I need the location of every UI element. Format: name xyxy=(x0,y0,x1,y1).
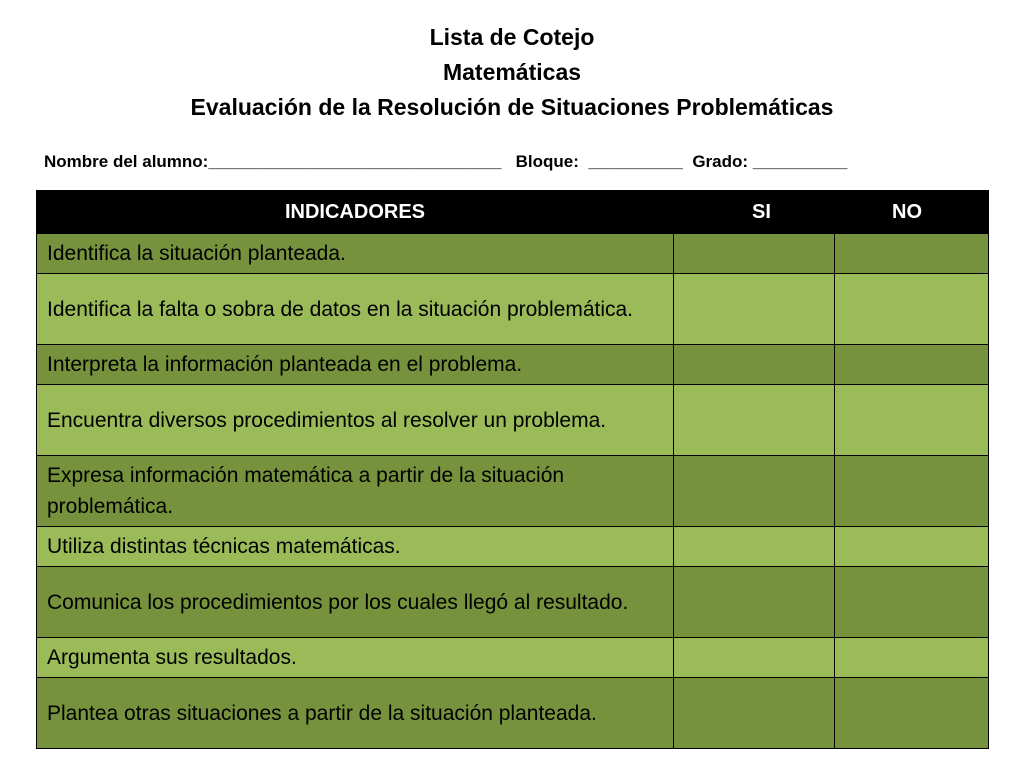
yes-cell[interactable] xyxy=(674,274,835,345)
yes-cell[interactable] xyxy=(674,638,835,678)
yes-cell[interactable] xyxy=(674,385,835,456)
table-row xyxy=(37,678,989,749)
indicator-cell: Encuentra diversos procedimientos al resolver un problema. xyxy=(37,385,674,456)
table-row xyxy=(37,234,989,274)
yes-cell[interactable] xyxy=(674,678,835,749)
column-header-yes: SI xyxy=(674,191,835,234)
yes-cell[interactable] xyxy=(674,456,835,527)
table-row xyxy=(37,567,989,638)
indicator-cell: Expresa información matemática a partir de la situación problemática. xyxy=(37,456,674,527)
checklist-table xyxy=(36,190,989,749)
indicator-cell: Utiliza distintas técnicas matemáticas. xyxy=(37,527,674,567)
no-cell[interactable] xyxy=(835,567,989,638)
document-heading xyxy=(0,20,1024,125)
no-cell[interactable] xyxy=(835,234,989,274)
column-header-indicators: INDICADORES xyxy=(37,191,674,234)
document-subtitle: Evaluación de la Resolución de Situaciones Problemáticas xyxy=(190,94,834,120)
table-row xyxy=(37,274,989,345)
document-title: Lista de Cotejo xyxy=(429,24,595,50)
indicator-cell: Plantea otras situaciones a partir de la situación planteada. xyxy=(37,678,674,749)
no-cell[interactable] xyxy=(835,527,989,567)
indicator-cell: Identifica la situación planteada. xyxy=(37,234,674,274)
no-cell[interactable] xyxy=(835,385,989,456)
table-row xyxy=(37,456,989,527)
table-row xyxy=(37,638,989,678)
yes-cell[interactable] xyxy=(674,527,835,567)
indicator-cell: Identifica la falta o sobra de datos en la situación problemática. xyxy=(37,274,674,345)
indicator-cell: Argumenta sus resultados. xyxy=(37,638,674,678)
no-cell[interactable] xyxy=(835,274,989,345)
no-cell[interactable] xyxy=(835,638,989,678)
no-cell[interactable] xyxy=(835,456,989,527)
yes-cell[interactable] xyxy=(674,345,835,385)
subject-title: Matemáticas xyxy=(442,59,582,85)
no-cell[interactable] xyxy=(835,678,989,749)
table-row xyxy=(37,345,989,385)
student-info-line[interactable]: Nombre del alumno:_______________________________ Bloque: __________ Grado: __________ xyxy=(44,152,848,171)
yes-cell[interactable] xyxy=(674,234,835,274)
table-row xyxy=(37,385,989,456)
table-header-row xyxy=(37,191,989,234)
indicator-cell: Interpreta la información planteada en el problema. xyxy=(37,345,674,385)
column-header-no: NO xyxy=(835,191,989,234)
yes-cell[interactable] xyxy=(674,567,835,638)
table-row xyxy=(37,527,989,567)
indicator-cell: Comunica los procedimientos por los cuales llegó al resultado. xyxy=(37,567,674,638)
no-cell[interactable] xyxy=(835,345,989,385)
